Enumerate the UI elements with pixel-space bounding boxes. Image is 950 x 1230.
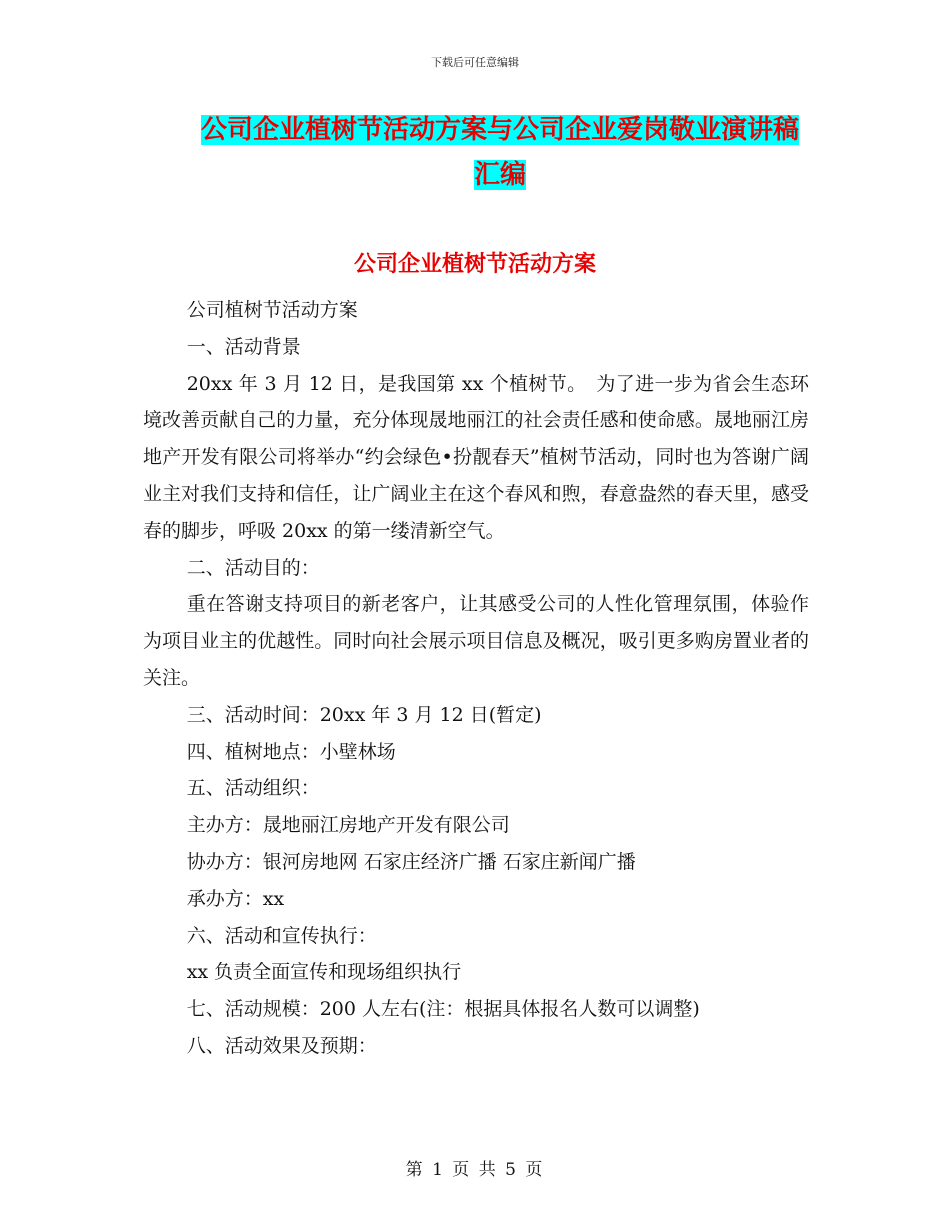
paragraph: 协办方：银河房地网 石家庄经济广播 石家庄新闻广播 <box>186 850 636 873</box>
paragraph: 五、活动组织： <box>186 777 320 800</box>
page-footer: 第 1 页 共 5 页 <box>405 1160 545 1180</box>
paragraph: xx 负责全面宣传和现场组织执行 <box>186 961 462 984</box>
paragraph: 20xx 年 3 月 12 日，是我国第 xx 个植树节。 为了进一步为省会生态环境改善贡献自己的力量，充分体现晟地丽江的社会责任感和使命感。晟地丽江房地产开发有限公司将举办“约会绿色•扮靓春天”植树节活动，同时也为答谢广阔业主对我们支持和信任，让广阔业主在这个春风和煦，春意盎然的春天里，感受春的脚步，呼吸 20xx 的第一缕清新空气。 <box>143 372 809 542</box>
paragraph: 重在答谢支持项目的新老客户，让其感受公司的人性化管理氛围，体验作为项目业主的优越性。同时向社会展示项目信息及概况，吸引更多购房置业者的关注。 <box>143 593 809 689</box>
paragraph: 七、活动规模：200 人左右(注：根据具体报名人数可以调整) <box>186 998 700 1021</box>
document-title-line-1: 公司企业植树节活动方案与公司企业爱岗敬业演讲稿 <box>200 115 799 145</box>
paragraph: 四、植树地点：小壁林场 <box>186 740 396 763</box>
paragraph: 八、活动效果及预期： <box>186 1034 377 1057</box>
paragraph: 一、活动背景 <box>186 335 301 358</box>
document-title-line-2: 汇编 <box>473 160 526 190</box>
document-body <box>143 292 809 1065</box>
section-title: 公司企业植树节活动方案 <box>353 252 596 277</box>
paragraph: 承办方：xx <box>186 887 285 910</box>
paragraph: 三、活动时间：20xx 年 3 月 12 日(暂定) <box>186 703 542 726</box>
paragraph: 公司植树节活动方案 <box>186 299 358 321</box>
header-note: 下载后可任意编辑 <box>431 56 519 69</box>
paragraph: 六、活动和宣传执行： <box>186 924 377 947</box>
paragraph: 二、活动目的： <box>186 556 320 579</box>
document-title <box>150 108 850 198</box>
paragraph: 主办方：晟地丽江房地产开发有限公司 <box>186 814 510 837</box>
